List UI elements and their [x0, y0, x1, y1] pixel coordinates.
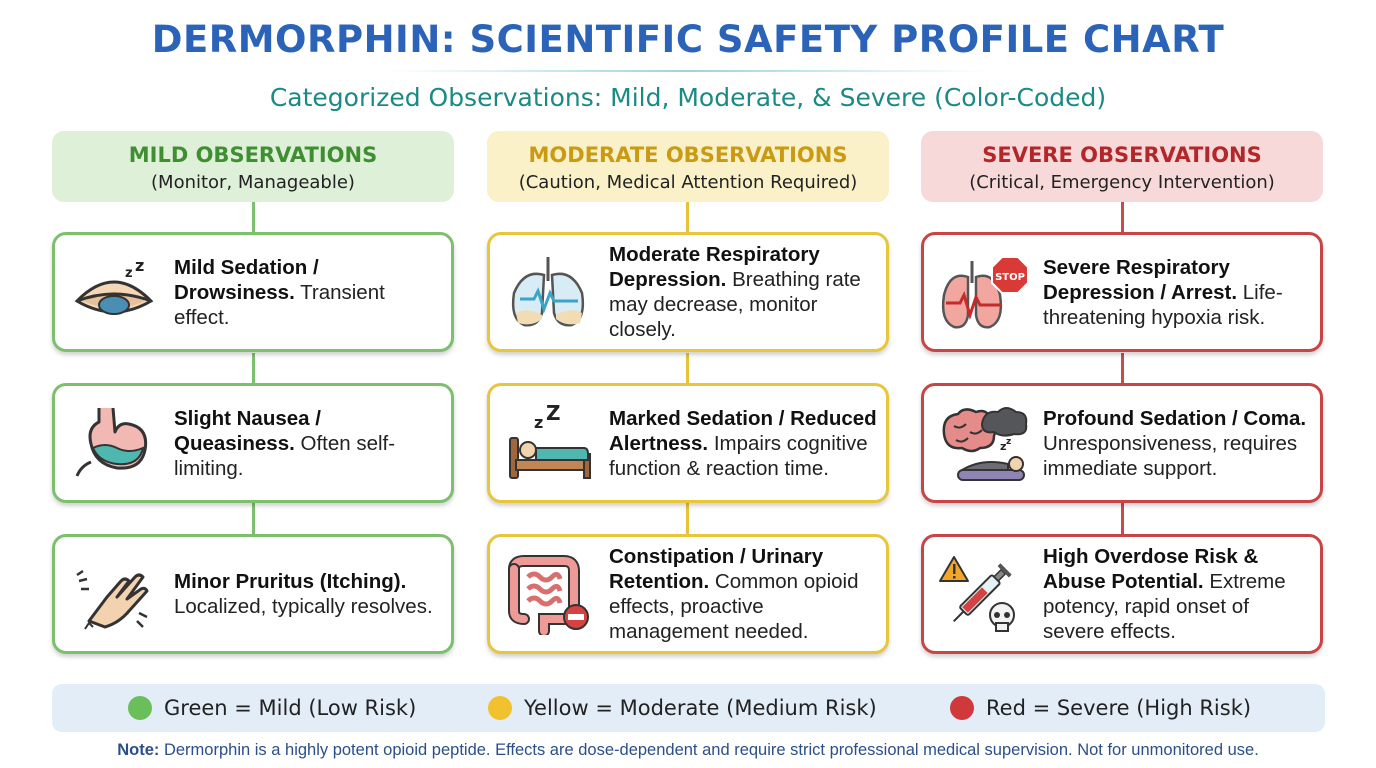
card-text: [609, 235, 880, 349]
card-text: [609, 537, 880, 651]
card-title: Moderate Respiratory Depression.: [609, 243, 820, 291]
svg-text:z: z: [534, 413, 544, 432]
yellow-dot-icon: [488, 696, 512, 720]
mild-card-nausea: [52, 383, 454, 503]
card-description: Unresponsiveness, requires immediate support.: [1043, 431, 1298, 480]
legend-label: Red = Severe (High Risk): [986, 696, 1252, 720]
card-description: Common opioid effects, proactive management needed.: [609, 570, 859, 643]
severe-connector: [1121, 353, 1124, 383]
card-title: Profound Sedation / Coma.: [1043, 406, 1307, 430]
svg-text:z: z: [1000, 440, 1007, 453]
moderate-card-constipation: [487, 534, 889, 654]
severe-column-header: [921, 131, 1323, 202]
svg-text:z: z: [135, 256, 145, 275]
svg-text:Z: Z: [546, 404, 561, 425]
svg-text:z: z: [125, 266, 133, 281]
severe-card-respiratory: [921, 232, 1323, 352]
moderate-connector: [686, 202, 689, 233]
card-description: Impairs cognitive function & reaction time.: [609, 431, 868, 480]
severe-connector: [1121, 503, 1124, 534]
card-text: [609, 386, 880, 500]
severe-header-subtitle: (Critical, Emergency Intervention): [969, 172, 1275, 193]
card-text: [174, 386, 445, 500]
brain-coma-icon: [938, 404, 1028, 484]
card-title: Marked Sedation / Reduced Alertness.: [609, 406, 877, 455]
mild-card-sedation: [52, 232, 454, 352]
moderate-column-header: [487, 131, 889, 202]
mild-header-subtitle: (Monitor, Manageable): [151, 172, 355, 193]
severe-card-coma: [921, 383, 1323, 503]
card-title: Slight Nausea / Queasiness.: [174, 406, 321, 455]
card-text: [1043, 386, 1314, 500]
severe-connector: [1121, 202, 1124, 233]
severe-header-title: SEVERE OBSERVATIONS: [982, 143, 1262, 167]
severe-card-overdose: [921, 534, 1323, 654]
stomach-icon: [69, 404, 159, 484]
green-dot-icon: [128, 696, 152, 720]
card-description: Life-threatening hypoxia risk.: [1043, 280, 1283, 329]
note-label: Note:: [117, 741, 160, 759]
card-title: High Overdose Risk & Abuse Potential.: [1043, 545, 1259, 593]
legend-item-moderate: [488, 695, 877, 721]
mild-connector: [252, 353, 255, 383]
card-description: Breathing rate may decrease, monitor closely.: [609, 268, 861, 341]
legend-item-severe: [950, 695, 1251, 721]
card-description: Localized, typically resolves.: [174, 595, 433, 618]
card-text: [1043, 537, 1314, 651]
card-description: Transient effect.: [174, 280, 385, 329]
legend-label: Yellow = Moderate (Medium Risk): [524, 696, 877, 720]
syringe-skull-icon: [938, 555, 1028, 635]
stop-sign-text: STOP: [995, 272, 1025, 283]
card-title: Mild Sedation / Drowsiness.: [174, 255, 319, 304]
intestines-icon: [504, 555, 594, 635]
mild-card-pruritus: [52, 534, 454, 654]
lungs-stop-sign-icon: [938, 253, 1028, 333]
mild-connector: [252, 202, 255, 233]
itching-hand-icon: [69, 555, 159, 635]
red-dot-icon: [950, 696, 974, 720]
sleeping-person-bed-icon: [504, 404, 594, 484]
footnote: [0, 741, 1376, 760]
card-title: Minor Pruritus (Itching).: [174, 570, 407, 593]
legend-label: Green = Mild (Low Risk): [164, 696, 417, 720]
lungs-heartbeat-icon: [504, 253, 594, 333]
mild-connector: [252, 503, 255, 534]
moderate-connector: [686, 353, 689, 383]
card-title: Severe Respiratory Depression / Arrest.: [1043, 255, 1238, 304]
note-text: Dermorphin is a highly potent opioid peptide. Effects are dose-dependent and require strict professional medical supervision. Not for unmonitored use.: [163, 741, 1259, 759]
card-text: [174, 537, 445, 651]
mild-header-title: MILD OBSERVATIONS: [128, 143, 378, 167]
moderate-card-respiratory: [487, 232, 889, 352]
page-subtitle: Categorized Observations: Mild, Moderate, & Severe (Color-Coded): [269, 83, 1107, 112]
card-text: [1043, 235, 1314, 349]
page-title: DERMORPHIN: SCIENTIFIC SAFETY PROFILE CHART: [151, 18, 1225, 61]
legend-bar: [52, 684, 1325, 732]
card-title: Constipation / Urinary Retention.: [609, 545, 824, 593]
closed-eye-icon: [69, 253, 159, 333]
card-description: Often self-limiting.: [174, 431, 396, 480]
moderate-card-sedation: [487, 383, 889, 503]
moderate-connector: [686, 503, 689, 534]
legend-item-mild: [128, 695, 416, 721]
svg-text:z: z: [1006, 437, 1012, 447]
card-description: Extreme potency, rapid onset of severe effects.: [1043, 570, 1286, 643]
title-divider: [390, 70, 986, 72]
mild-column-header: [52, 131, 454, 202]
moderate-header-subtitle: (Caution, Medical Attention Required): [518, 172, 858, 193]
moderate-header-title: MODERATE OBSERVATIONS: [528, 143, 848, 167]
card-text: [174, 235, 445, 349]
